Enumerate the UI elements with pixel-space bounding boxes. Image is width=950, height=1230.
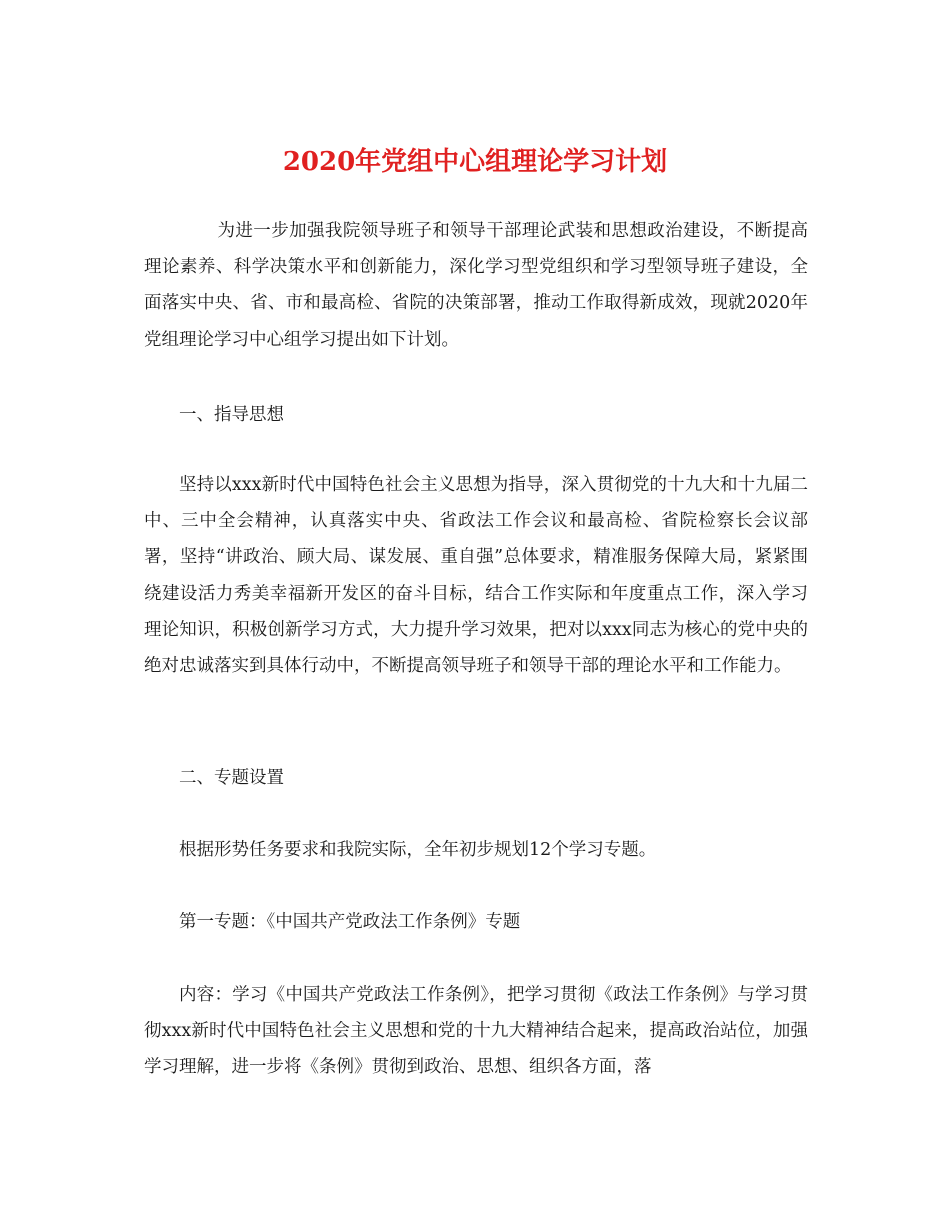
section-heading-guiding-ideology: 一、指导思想 (179, 405, 284, 425)
section-heading-topics: 二、专题设置 (179, 768, 284, 788)
intro-paragraph: 为进一步加强我院领导班子和领导干部理论武装和思想政治建设，不断提高理论素养、科学决策水平和创新能力，深化学习型党组织和学习型领导班子建设，全面落实中央、省、市和最高检、省院的决策部署，推动工作取得新成效，现就2020年党组理论学习中心组学习提出如下计划。 (144, 221, 808, 350)
topics-intro-paragraph: 根据形势任务要求和我院实际，全年初步规划12个学习专题。 (179, 840, 657, 860)
topic-one-content: 内容：学习《中国共产党政法工作条例》，把学习贯彻《政法工作条例》与学习贯彻xxx新时代中国特色社会主义思想和党的十九大精神结合起来，提高政治站位，加强学习理解，进一步将《条例》贯彻到政治、思想、组织各方面，落 (144, 985, 808, 1078)
guiding-ideology-paragraph: 坚持以xxx新时代中国特色社会主义思想为指导，深入贯彻党的十九大和十九届二中、三中全会精神，认真落实中央、省政法工作会议和最高检、省院检察长会议部署，坚持“讲政治、顾大局、谋发展、重自强”总体要求，精准服务保障大局，紧紧围绕建设活力秀美幸福新开发区的奋斗目标，结合工作实际和年度重点工作，深入学习理论知识，积极创新学习方式，大力提升学习效果，把对以xxx同志为核心的党中央的绝对忠诚落实到具体行动中，不断提高领导班子和领导干部的理论水平和工作能力。 (144, 475, 808, 677)
document-title: 2020年党组中心组理论学习计划 (282, 147, 668, 177)
topic-one-title: 第一专题：《中国共产党政法工作条例》专题 (179, 912, 521, 932)
